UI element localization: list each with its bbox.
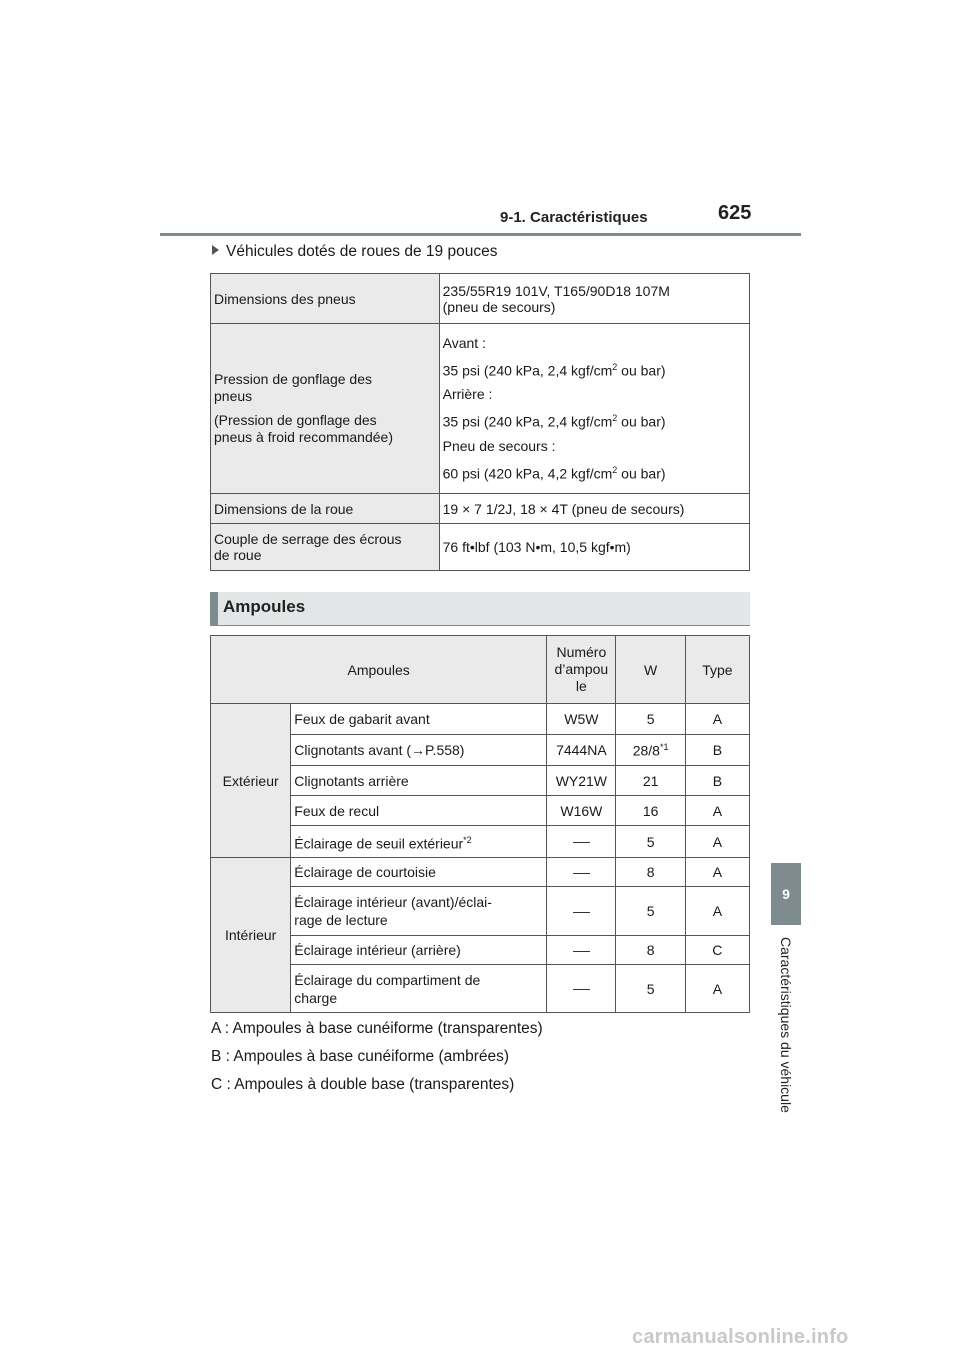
bulb-number-none (547, 887, 616, 936)
table-row (211, 274, 750, 324)
table-row (211, 766, 750, 796)
bulb-watt: 5 (616, 887, 685, 936)
bulb-type: A (685, 704, 749, 735)
chapter-tab: 9 (771, 863, 801, 925)
spare-value: 60 psi (420 kPa, 4,2 kgf/$cm^2$ ou bar) (442, 464, 666, 482)
watermark: carmanualsonline.info (632, 1326, 849, 1348)
bulb-type: C (685, 936, 749, 965)
table-row (211, 858, 750, 887)
col-header-w: W (616, 636, 685, 704)
bulb-type: A (685, 887, 749, 936)
bulb-watt: 5 (616, 965, 685, 1013)
table-row (211, 965, 750, 1013)
table-row (211, 936, 750, 965)
pressure-values (439, 324, 749, 494)
bulb-type: B (685, 735, 749, 766)
pressure-label-line1: Pression de gonflage des (214, 371, 372, 387)
bulb-type: A (685, 858, 749, 887)
bulb-watt: 8 (616, 936, 685, 965)
rear-value: 35 psi (240 kPa, 2,4 kgf/$cm^2$ ou bar) (442, 413, 666, 430)
front-value: 35 psi (240 kPa, 2,4 kgf/$cm^2$ ou bar) (442, 361, 666, 379)
front-label: Avant : (442, 334, 486, 351)
table-row (211, 704, 750, 735)
rear-label: Arrière : (442, 386, 493, 403)
note-a: A : Ampoules à base cunéiforme (transparentes) (211, 1020, 543, 1037)
col-header-number: Numéro d’ampou le (547, 636, 616, 704)
bulb-number-none (547, 858, 616, 887)
tire-size-value (439, 274, 749, 324)
header-rule (160, 233, 801, 236)
ampoules-heading (210, 592, 750, 626)
bulb-name: Éclairage du compartiment de charge (291, 965, 547, 1013)
table-row (211, 524, 750, 571)
wheel-size-value: 19 × 7 1/2J, 18 × 4T (pneu de secours) (439, 494, 749, 524)
note-b: B : Ampoules à base cunéiforme (ambrées) (211, 1048, 510, 1065)
dash-icon (573, 842, 590, 843)
bulb-name: Éclairage intérieur (arrière) (291, 936, 547, 965)
col-header-bulbs: Ampoules (211, 636, 547, 704)
bulb-watt: 5 (616, 826, 685, 858)
pressure-label-line4: pneus à froid recommandée) (214, 429, 393, 445)
pressure-label (211, 324, 440, 494)
tire-size-label: Dimensions des pneus (211, 274, 440, 324)
tire-spec-table (210, 273, 750, 571)
bulb-name: Clignotants avant (→P.558) (291, 735, 547, 766)
tire-size-value-line2: (pneu de secours) (442, 298, 556, 315)
bulb-type: A (685, 965, 749, 1013)
intro-text: Véhicules dotés de roues de 19 pouces (226, 243, 498, 260)
table-row (211, 494, 750, 524)
bulb-number: W16W (547, 796, 616, 826)
pressure-label-line2: pneus (214, 388, 253, 404)
section-title: 9-1. Caractéristiques (500, 209, 648, 226)
col-header-type: Type (685, 636, 749, 704)
bulb-number-none (547, 965, 616, 1013)
triangle-bullet-icon (212, 245, 219, 255)
bulb-number: W5W (547, 704, 616, 735)
table-row (211, 735, 750, 766)
bulb-type: A (685, 796, 749, 826)
bulb-name: Éclairage de courtoisie (291, 858, 547, 887)
group-exterior: Extérieur (211, 704, 291, 858)
page-number: 625 (718, 202, 752, 224)
bulb-table (210, 635, 750, 1013)
ampoules-heading-text: Ampoules (223, 597, 306, 616)
chapter-label-text: Caractéristiques du véhicule (778, 937, 794, 1113)
bulb-name: Éclairage intérieur (avant)/éclai- rage de lecture (291, 887, 547, 936)
intro-line (212, 243, 497, 261)
dash-icon (573, 951, 590, 952)
heading-accent-bar (210, 592, 218, 625)
lug-torque-value: 76 ft•lbf (103 N•m, 10,5 kgf•m) (439, 524, 749, 571)
bulb-number-none (547, 936, 616, 965)
wheel-size-label: Dimensions de la roue (211, 494, 440, 524)
bulb-number: WY21W (547, 766, 616, 796)
dash-icon (573, 873, 590, 874)
bulb-name: Éclairage de seuil extérieur$^{*2}$ (291, 826, 547, 858)
table-header-row (211, 636, 750, 704)
bulb-name: Clignotants arrière (291, 766, 547, 796)
table-row (211, 324, 750, 494)
table-row (211, 887, 750, 936)
bulb-watt: 21 (616, 766, 685, 796)
spare-label: Pneu de secours : (442, 437, 556, 454)
bulb-watt: 28/8$^{*1}$ (616, 735, 685, 766)
bulb-name: Feux de gabarit avant (291, 704, 547, 735)
lug-torque-label: Couple de serrage des écrous de roue (211, 524, 440, 571)
dash-icon (573, 989, 590, 990)
bulb-watt: 5 (616, 704, 685, 735)
bulb-watt: 16 (616, 796, 685, 826)
group-interior: Intérieur (211, 858, 291, 1013)
bulb-number: 7444NA (547, 735, 616, 766)
bulb-number-none (547, 826, 616, 858)
table-row (211, 796, 750, 826)
note-c: C : Ampoules à double base (transparentes) (211, 1076, 515, 1093)
chapter-label (771, 937, 801, 1157)
tire-size-value-line1: 235/55R19 101V, T165/90D18 107M (442, 282, 670, 299)
bulb-watt: 8 (616, 858, 685, 887)
pressure-label-line3: (Pression de gonflage des (214, 412, 377, 428)
dash-icon (573, 912, 590, 913)
bulb-name: Feux de recul (291, 796, 547, 826)
table-row (211, 826, 750, 858)
bulb-type: A (685, 826, 749, 858)
bulb-type: B (685, 766, 749, 796)
